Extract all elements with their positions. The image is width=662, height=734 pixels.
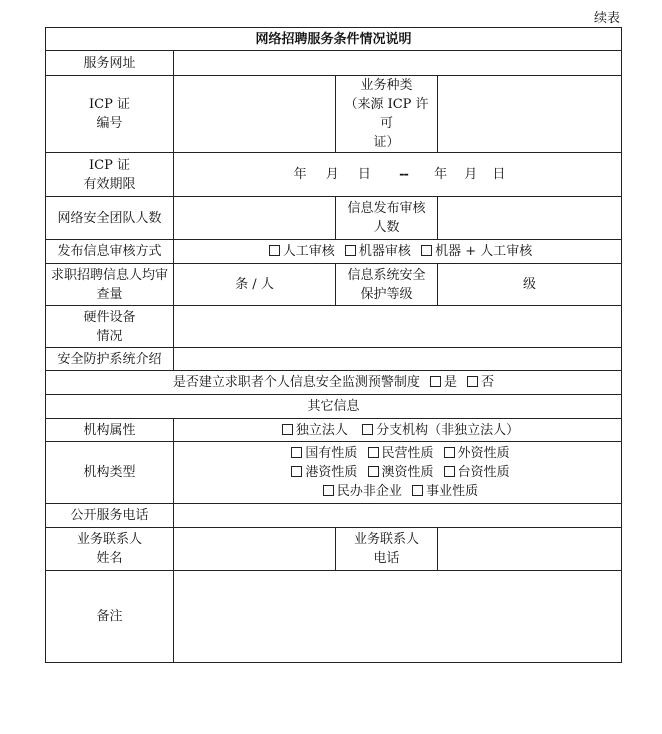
checkbox-icon[interactable] [323,485,334,496]
value-protection-system[interactable] [174,348,622,371]
label-remarks: 备注 [46,571,174,663]
option-public-institution[interactable]: 事业性质 [406,484,478,499]
label-business-type: 业务种类 （来源 ICP 许可 证） [336,76,438,153]
org-attribute-options [174,419,622,442]
value-business-type[interactable] [438,76,622,153]
recruitment-service-form [45,27,622,663]
label-job-review-avg: 求职招聘信息人均审 查量 [46,264,174,306]
option-private-non-enterprise[interactable]: 民办非企业 [317,484,402,499]
option-machine-manual-review[interactable]: 机器 + 人工审核 [415,244,532,259]
option-branch-org[interactable]: 分支机构（非独立法人） [356,423,519,438]
label-service-url: 服务网址 [46,51,174,76]
section-other-info: 其它信息 [46,395,622,419]
option-machine-review[interactable]: 机器审核 [339,244,411,259]
value-public-phone[interactable] [174,504,622,528]
option-yes[interactable]: 是 [424,375,457,390]
label-org-attribute: 机构属性 [46,419,174,442]
checkbox-icon[interactable] [467,376,478,387]
label-icp-validity: ICP 证 有效期限 [46,153,174,197]
option-taiwan[interactable]: 台资性质 [438,465,510,480]
option-hongkong[interactable]: 港资性质 [285,465,357,480]
checkbox-icon[interactable] [269,245,280,256]
value-info-reviewers[interactable] [438,197,622,240]
label-hardware: 硬件设备 情况 [46,306,174,348]
checkbox-icon[interactable] [430,376,441,387]
value-service-url[interactable] [174,51,622,76]
continued-label: 续表 [593,11,620,26]
form-title: 网络招聘服务条件情况说明 [46,28,622,51]
review-method-options [174,240,622,264]
value-hardware[interactable] [174,306,622,348]
checkbox-icon[interactable] [345,245,356,256]
label-info-reviewers: 信息发布审核 人数 [336,197,438,240]
value-icp-validity[interactable]: 年 月 日 -- 年 月 日 [174,153,622,197]
option-no[interactable]: 否 [461,375,494,390]
checkbox-icon[interactable] [291,447,302,458]
checkbox-icon[interactable] [444,447,455,458]
value-security-team[interactable] [174,197,336,240]
option-macau[interactable]: 澳资性质 [362,465,434,480]
option-independent-legal-person[interactable]: 独立法人 [276,423,348,438]
label-contact-name: 业务联系人 姓名 [46,528,174,571]
label-icp-cert: ICP 证 编号 [46,76,174,153]
label-security-level: 信息系统安全 保护等级 [336,264,438,306]
label-protection-system: 安全防护系统介绍 [46,348,174,371]
label-public-phone: 公开服务电话 [46,504,174,528]
label-review-method: 发布信息审核方式 [46,240,174,264]
checkbox-icon[interactable] [362,424,373,435]
checkbox-icon[interactable] [282,424,293,435]
option-private[interactable]: 民营性质 [362,446,434,461]
checkbox-icon[interactable] [291,466,302,477]
date-range-separator: -- [399,167,408,182]
option-manual-review[interactable]: 人工审核 [263,244,335,259]
org-type-options [174,442,622,504]
value-job-review-avg[interactable]: 条 / 人 [174,264,336,306]
value-contact-phone[interactable] [438,528,622,571]
label-contact-phone: 业务联系人 电话 [336,528,438,571]
checkbox-icon[interactable] [368,466,379,477]
checkbox-icon[interactable] [412,485,423,496]
option-foreign[interactable]: 外资性质 [438,446,510,461]
checkbox-icon[interactable] [444,466,455,477]
value-remarks[interactable] [174,571,622,663]
value-contact-name[interactable] [174,528,336,571]
label-org-type: 机构类型 [46,442,174,504]
warning-system-question: 是否建立求职者个人信息安全监测预警制度 是 否 [46,371,622,395]
value-icp-cert[interactable] [174,76,336,153]
value-security-level[interactable]: 级 [438,264,622,306]
checkbox-icon[interactable] [368,447,379,458]
label-security-team: 网络安全团队人数 [46,197,174,240]
option-state-owned[interactable]: 国有性质 [285,446,357,461]
checkbox-icon[interactable] [421,245,432,256]
